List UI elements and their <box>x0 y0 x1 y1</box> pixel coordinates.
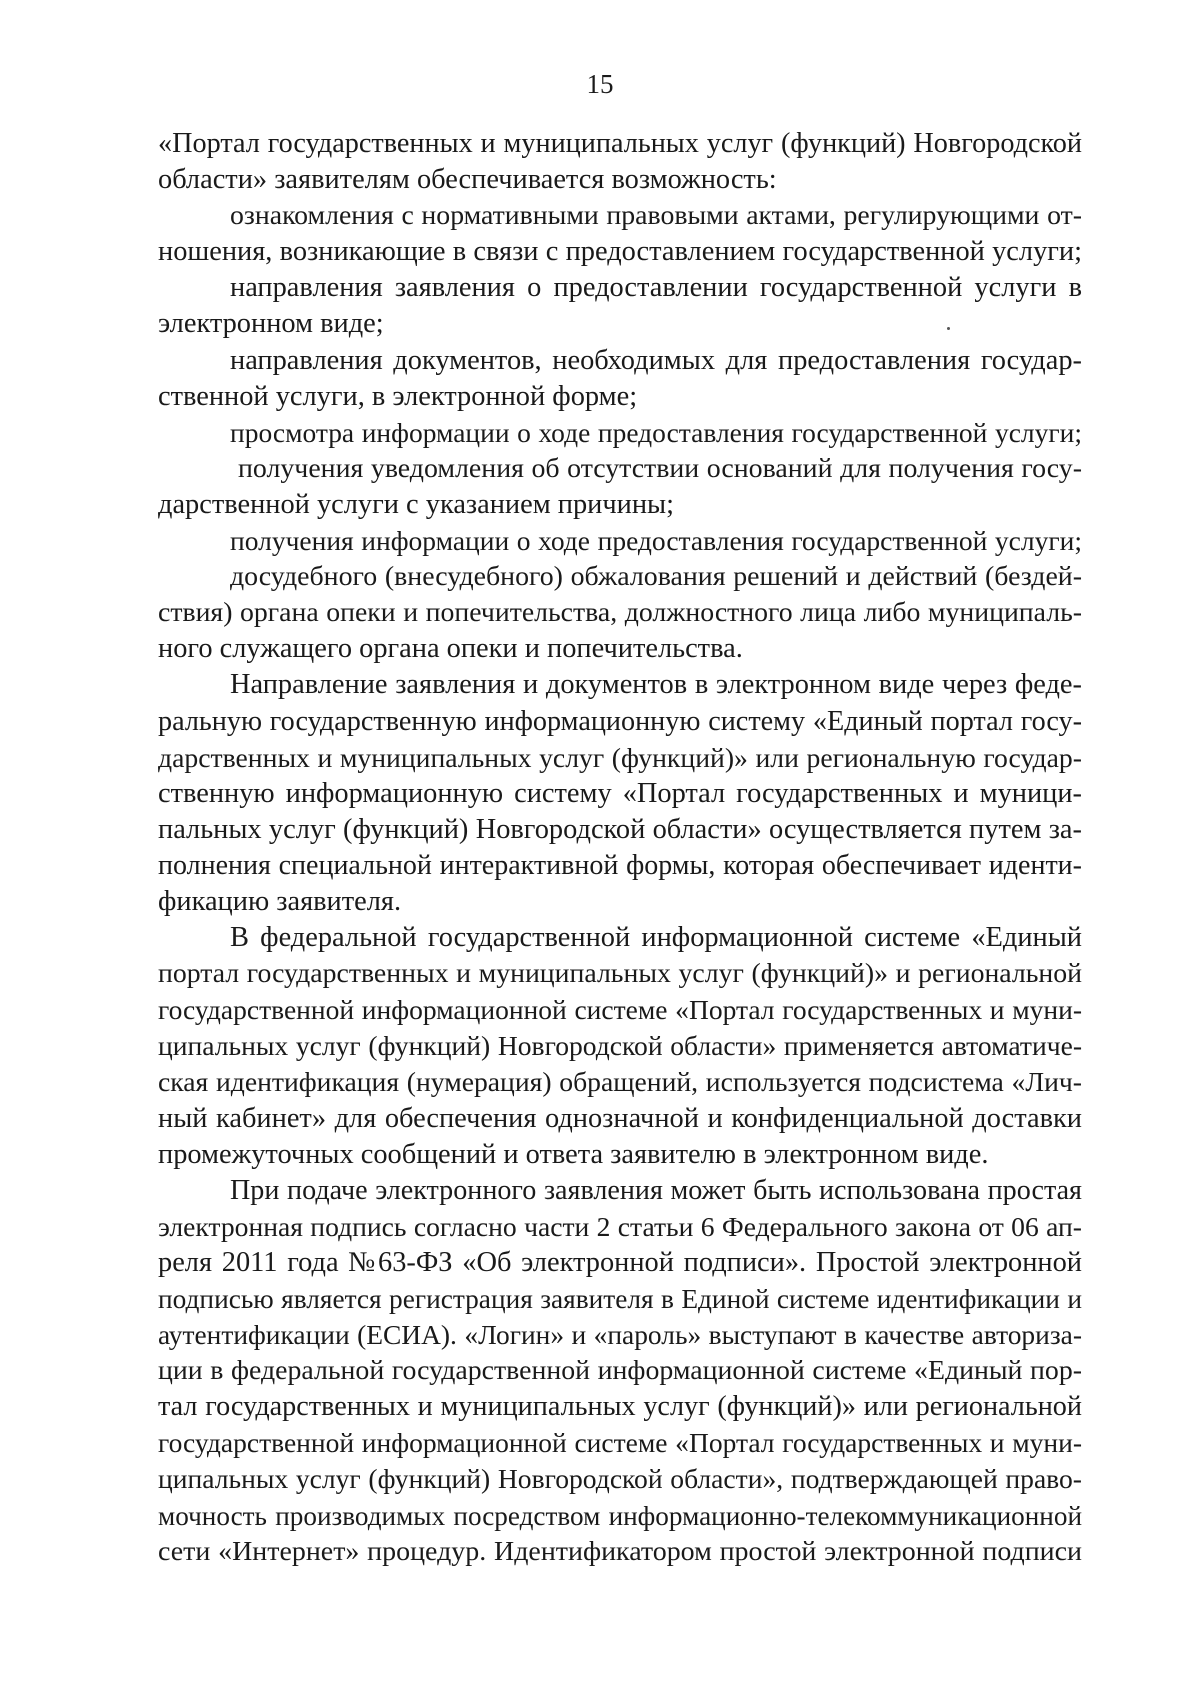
text-line: аутентификации (ЕСИА). «Логин» и «пароль» выступают в качестве авториза- <box>158 1320 1082 1351</box>
text-line: ственной услуги, в электронной форме; <box>158 380 638 412</box>
text-line: ципальных услуг (функций) Новгородской области», подтверждающей право- <box>158 1463 1082 1495</box>
scan-speck <box>947 327 950 330</box>
text-line: направления заявления о предоставлении государственной услуги в <box>230 272 1082 304</box>
text-line: «Портал государственных и муниципальных услуг (функций) Новгородской <box>158 128 1082 159</box>
text-line: ственную информационную систему «Портал государственных и муници- <box>158 777 1082 809</box>
text-line: Направление заявления и документов в электронном виде через феде- <box>230 669 1082 701</box>
text-line: тал государственных и муниципальных услуг (функций)» или региональной <box>158 1391 1082 1423</box>
text-line: реля 2011 года №63-ФЗ «Об электронной подписи». Простой электронной <box>158 1246 1082 1278</box>
text-line: просмотра информации о ходе предоставления государственной услуги; <box>230 417 1082 448</box>
text-line: досудебного (внесудебного) обжалования решений и действий (бездей- <box>230 561 1082 593</box>
text-line: пальных услуг (функций) Новгородской области» осуществляется путем за- <box>158 813 1082 845</box>
text-line: ципальных услуг (функций) Новгородской области» применяется автоматиче- <box>158 1030 1082 1062</box>
text-line: ный кабинет» для обеспечения однозначной и конфиденциальной доставки <box>158 1102 1082 1134</box>
text-line: сети «Интернет» процедур. Идентификатором простой электронной подписи <box>158 1535 1082 1567</box>
text-line: ствия) органа опеки и попечительства, должностного лица либо муниципаль- <box>158 597 1082 629</box>
text-line: дарственной услуги с указанием причины; <box>158 488 674 520</box>
text-line: электронная подпись согласно части 2 статьи 6 Федерального закона от 06 ап- <box>158 1210 1082 1242</box>
text-line: портал государственных и муниципальных услуг (функций)» и региональной <box>158 958 1082 990</box>
text-line: электронном виде; <box>158 308 384 340</box>
text-line: В федеральной государственной информационной системе «Единый <box>230 922 1082 954</box>
text-line: государственной информационной системе «Портал государственных и муни- <box>158 994 1082 1026</box>
text-line: дарственных и муниципальных услуг (функций)» или региональную государ- <box>158 741 1082 773</box>
document-body <box>158 126 1082 1570</box>
text-line: области» заявителям обеспечивается возможность: <box>158 164 777 196</box>
text-line: При подаче электронного заявления может быть использована простая <box>230 1174 1082 1206</box>
text-line: ношения, возникающие в связи с предоставлением государственной услуги; <box>158 236 1082 268</box>
text-line: государственной информационной системе «Портал государственных и муни- <box>158 1427 1082 1459</box>
text-line: фикацию заявителя. <box>158 885 402 917</box>
text-line: ральную государственную информационную систему «Единый портал госу- <box>158 705 1082 737</box>
text-line: ская идентификация (нумерация) обращений, используется подсистема «Лич- <box>158 1066 1082 1098</box>
text-line: промежуточных сообщений и ответа заявителю в электронном виде. <box>158 1138 989 1170</box>
text-line: полнения специальной интерактивной формы, которая обеспечивает иденти- <box>158 849 1082 881</box>
text-line: получения информации о ходе предоставления государственной услуги; <box>230 525 1082 557</box>
text-line: получения уведомления об отсутствии оснований для получения госу- <box>238 452 1082 484</box>
text-line: ного служащего органа опеки и попечительства. <box>158 633 743 665</box>
text-line: подписью является регистрация заявителя в Единой системе идентификации и <box>158 1284 1082 1314</box>
text-line: направления документов, необходимых для предоставления государ- <box>230 344 1082 376</box>
text-line: ознакомления с нормативными правовыми актами, регулирующими от- <box>230 200 1082 232</box>
text-line: ции в федеральной государственной информационной системе «Единый пор- <box>158 1355 1082 1387</box>
page-number: 15 <box>586 69 614 99</box>
text-line: мочность производимых посредством информационно-телекоммуникационной <box>158 1500 1082 1531</box>
